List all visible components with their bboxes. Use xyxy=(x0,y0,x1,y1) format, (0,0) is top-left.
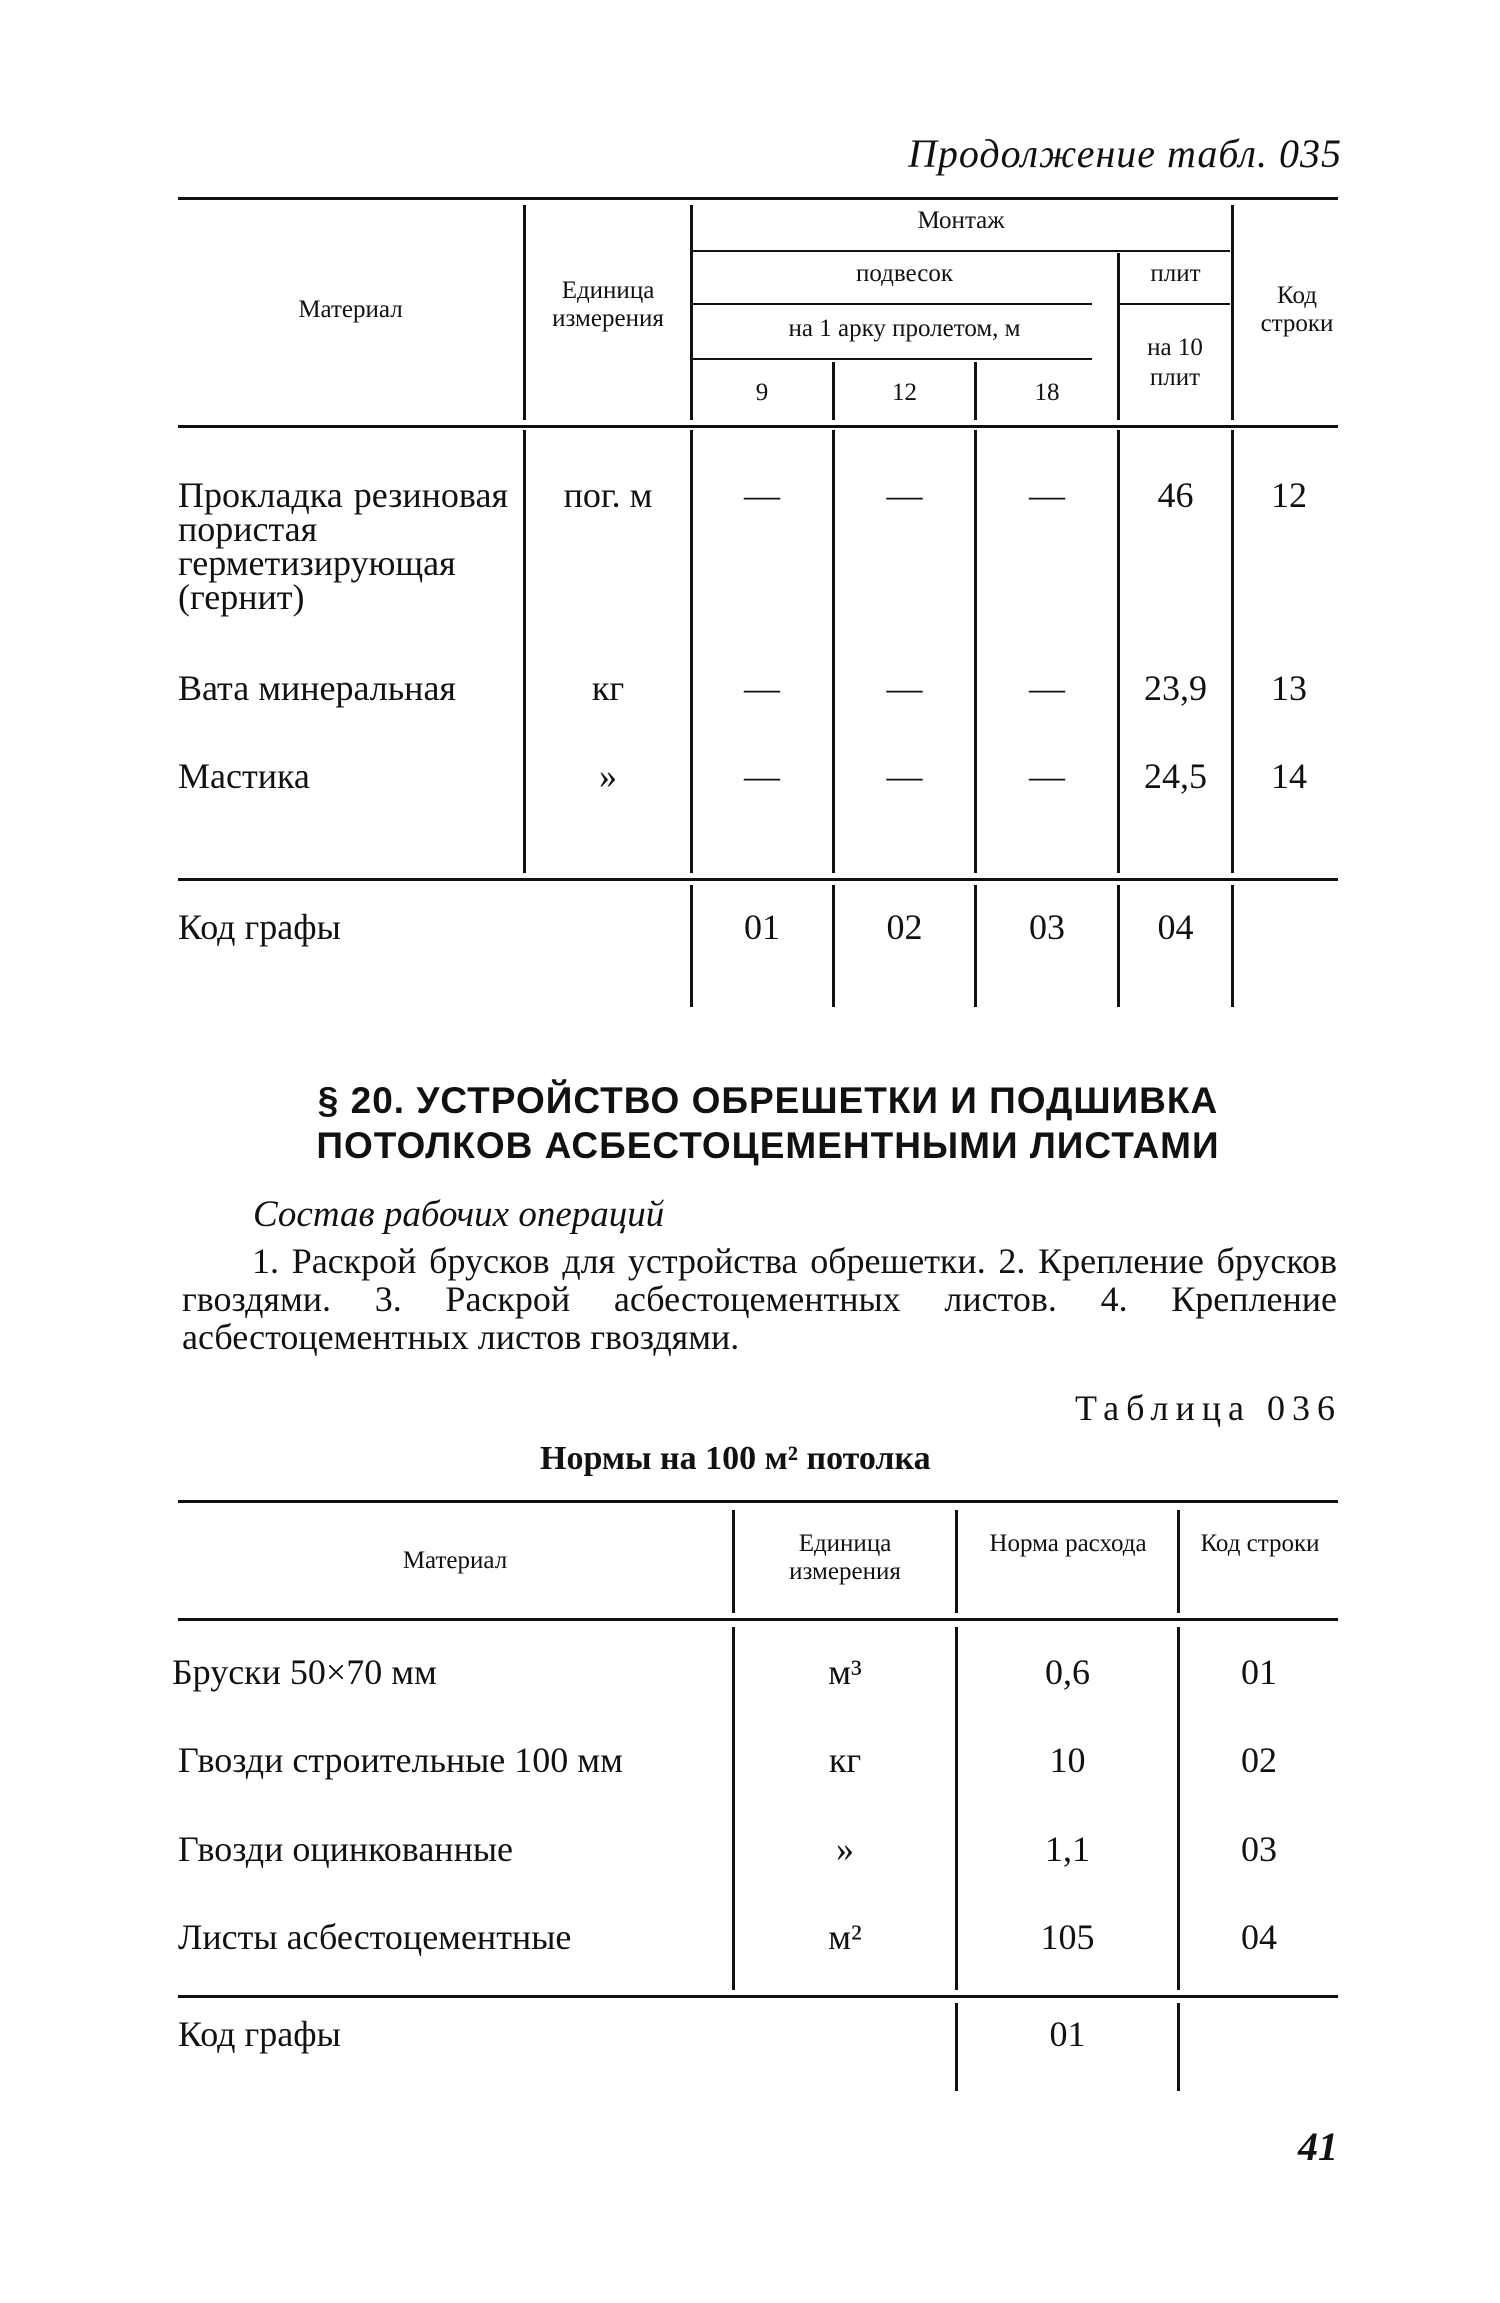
t1-row1-c1: — xyxy=(744,475,780,515)
t1-row2-c2: — xyxy=(886,668,923,708)
t1-row3-unit: » xyxy=(599,756,617,796)
t2-row3-norm: 1,1 xyxy=(1045,1829,1090,1869)
t2-row1-material: Бруски 50×70 мм xyxy=(172,1652,437,1692)
t2-row4-norm: 105 xyxy=(1040,1917,1095,1957)
t2-row3-unit: » xyxy=(836,1829,854,1869)
continuation-title: Продолжение табл. 035 xyxy=(907,131,1342,176)
t2-row3-material: Гвозди оцинкованные xyxy=(178,1829,514,1869)
t1-header-unit: Единица измерения xyxy=(552,277,664,332)
t1-row2-unit: кг xyxy=(591,668,625,708)
t1-footer-label: Код графы xyxy=(178,907,341,947)
t1-header-span-12: 12 xyxy=(892,379,917,406)
t1-row2-c1: — xyxy=(744,668,780,708)
t2-header-unit: Единица измерения xyxy=(789,1530,901,1585)
t1-row1-c2: — xyxy=(886,475,923,515)
operations-text: 1. Раскрой брусков для устройства обрешетки. 2. Крепление брусков гвоздями. 3. Раскрой асбестоцементных листов. 4. Крепление асбестоцементных листов гвоздями. xyxy=(182,1241,1337,1357)
t1-header-span-18: 18 xyxy=(1034,379,1060,406)
section-title-line2: ПОТОЛКОВ АСБЕСТОЦЕМЕНТНЫМИ ЛИСТАМИ xyxy=(316,1125,1220,1166)
table-036-caption: Таблица 036 xyxy=(1075,1388,1342,1428)
t1-header-podvesok: подвесок xyxy=(856,260,953,287)
t1-header-code: Код строки xyxy=(1260,282,1334,337)
t1-header-span-9: 9 xyxy=(755,379,769,406)
t1-row3-c1: — xyxy=(744,756,780,796)
t1-row2-c3: — xyxy=(1029,668,1065,708)
t1-row1-material: Прокладка резиновая пористая герметизирующая (гернит) xyxy=(178,475,508,617)
t1-header-per10: на 10 плит xyxy=(1147,334,1203,391)
t2-header-material: Материал xyxy=(402,1547,508,1574)
t2-header-code: Код строки xyxy=(1200,1530,1320,1557)
t2-row4-material: Листы асбестоцементные xyxy=(178,1917,572,1957)
t1-header-material: Материал xyxy=(298,296,403,323)
t1-row1-c4: 46 xyxy=(1157,475,1194,515)
t1-row1-code: 12 xyxy=(1271,475,1307,515)
section-title xyxy=(178,1078,1358,1168)
t2-row4-code: 04 xyxy=(1241,1917,1277,1957)
t1-row1-c3: — xyxy=(1029,475,1065,515)
t2-row2-code: 02 xyxy=(1241,1740,1277,1780)
t1-footer-c3: 03 xyxy=(1029,907,1065,947)
t1-footer-c4: 04 xyxy=(1157,907,1194,947)
t1-header-montazh: Монтаж xyxy=(917,207,1005,234)
t2-row3-code: 03 xyxy=(1241,1829,1277,1869)
t2-footer-label: Код графы xyxy=(178,2014,341,2054)
t1-row1-unit: пог. м xyxy=(563,475,653,515)
t1-row3-c2: — xyxy=(886,756,923,796)
t2-footer-norm: 01 xyxy=(1049,2014,1086,2054)
t1-footer-c1: 01 xyxy=(744,907,780,947)
t1-row2-code: 13 xyxy=(1271,668,1307,708)
t1-row3-c4: 24,5 xyxy=(1144,756,1207,796)
t2-row2-norm: 10 xyxy=(1049,1740,1086,1780)
t2-row2-material: Гвозди строительные 100 мм xyxy=(178,1740,623,1780)
t1-row3-c3: — xyxy=(1029,756,1065,796)
t2-row1-unit: м³ xyxy=(828,1652,862,1692)
t1-row2-material: Вата минеральная xyxy=(178,668,456,708)
t1-header-plit: плит xyxy=(1150,260,1201,287)
t1-row3-material: Мастика xyxy=(178,756,310,796)
section-title-line1: § 20. УСТРОЙСТВО ОБРЕШЕТКИ И ПОДШИВКА xyxy=(317,1080,1219,1121)
table-036-heading: Нормы на 100 м² потолка xyxy=(540,1440,931,1477)
t2-row4-unit: м² xyxy=(828,1917,862,1957)
t1-row3-code: 14 xyxy=(1271,756,1307,796)
page-number: 41 xyxy=(1298,2124,1338,2169)
t2-row1-norm: 0,6 xyxy=(1045,1652,1090,1692)
operations-heading: Состав рабочих операций xyxy=(253,1194,665,1235)
t2-header-norm: Норма расхода xyxy=(989,1530,1147,1557)
t1-header-span: на 1 арку пролетом, м xyxy=(788,315,1021,342)
t2-row2-unit: кг xyxy=(828,1740,862,1780)
t1-footer-c2: 02 xyxy=(886,907,923,947)
t2-row1-code: 01 xyxy=(1241,1652,1277,1692)
t1-row2-c4: 23,9 xyxy=(1144,668,1207,708)
